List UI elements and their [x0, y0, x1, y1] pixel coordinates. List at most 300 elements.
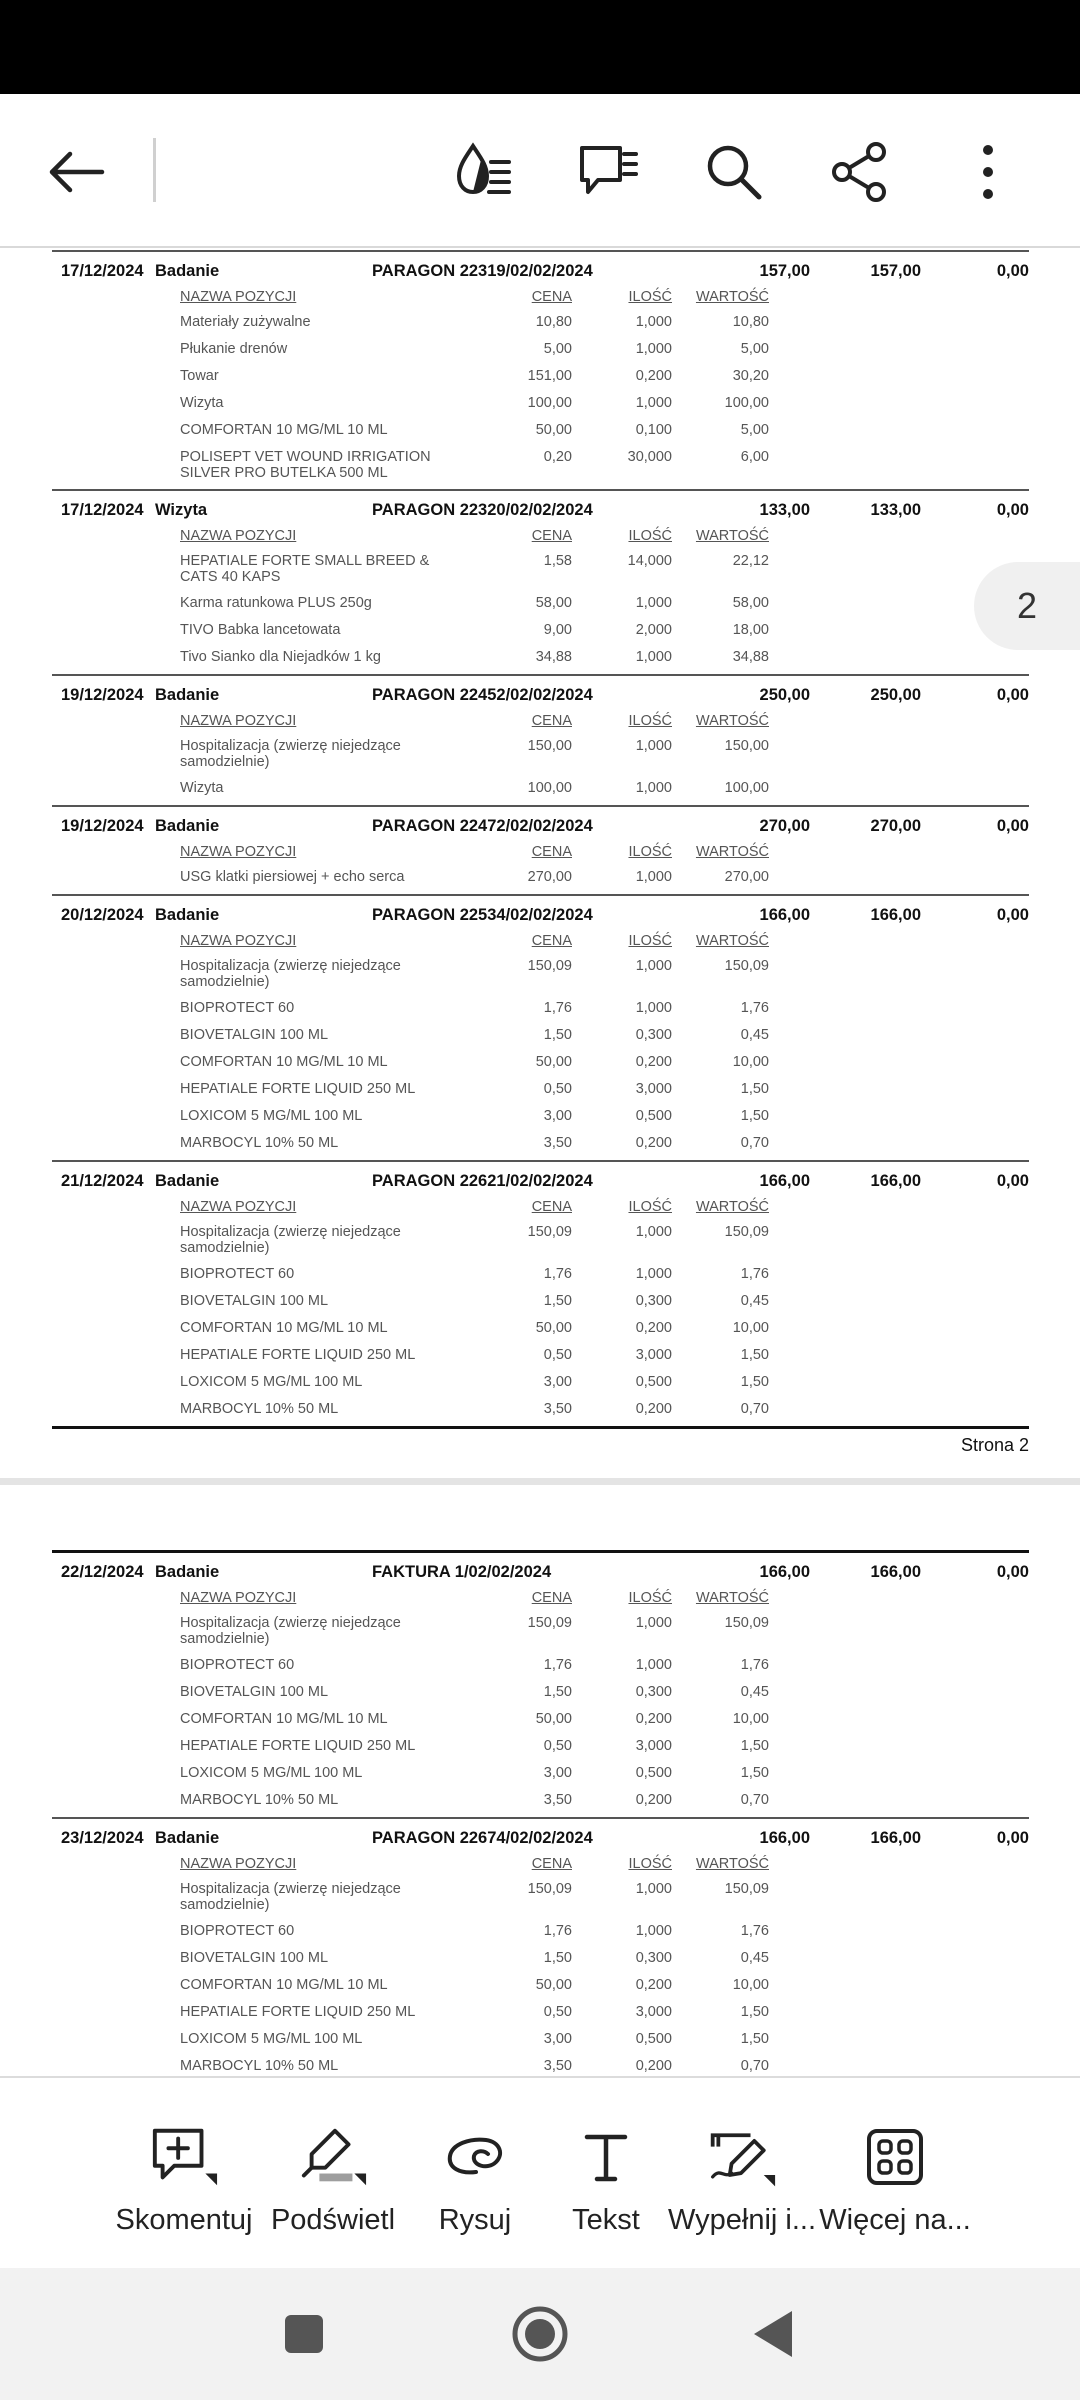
item-value: 0,45 — [740, 1293, 769, 1309]
item-name: MARBOCYL 10% 50 ML — [180, 2058, 339, 2074]
item-quantity: 1,000 — [635, 738, 672, 754]
item-price: 50,00 — [535, 1054, 572, 1070]
column-price-cell — [470, 1199, 572, 1215]
entry-header — [52, 1825, 1029, 1851]
recents-square-icon — [284, 2314, 324, 2354]
item-price: 100,00 — [527, 395, 572, 411]
column-value-cell — [672, 933, 769, 949]
entry-document: FAKTURA 1/02/02/2024 — [372, 1562, 552, 1581]
item-name: Hospitalizacja (zwierzę niejedzące samodzielnie) — [180, 958, 401, 990]
column-price: CENA — [531, 933, 572, 949]
entry-document: PARAGON 22472/02/02/2024 — [372, 816, 593, 835]
item-value: 1,76 — [740, 1657, 769, 1673]
column-name: NAZWA POZYCJI — [180, 933, 297, 949]
item-row — [52, 364, 1029, 391]
item-row — [52, 1707, 1029, 1734]
items-column-header — [52, 708, 1029, 734]
item-name: Hospitalizacja (zwierzę niejedzące samodzielnie) — [180, 1615, 401, 1647]
toolbar-divider — [153, 138, 156, 202]
item-row — [52, 1919, 1029, 1946]
item-name: BIOPROTECT 60 — [180, 1657, 295, 1673]
item-value: 1,76 — [740, 1266, 769, 1282]
entry-due: 0,00 — [996, 261, 1029, 280]
item-name: HEPATIALE FORTE LIQUID 250 ML — [180, 1081, 416, 1097]
pdf-page-2 — [52, 250, 1029, 1456]
item-value: 270,00 — [724, 869, 769, 885]
item-row — [52, 2054, 1029, 2076]
item-name: MARBOCYL 10% 50 ML — [180, 1792, 339, 1808]
page-footer-label: Strona 2 — [960, 1435, 1029, 1455]
item-row — [52, 1370, 1029, 1397]
item-value: 1,50 — [740, 1081, 769, 1097]
entry-amount: 166,00 — [759, 905, 810, 924]
column-value: WARTOŚĆ — [695, 1199, 769, 1215]
item-row — [52, 1611, 1029, 1653]
item-price: 0,50 — [543, 1081, 572, 1097]
column-price: CENA — [531, 1199, 572, 1215]
item-value: 5,00 — [740, 422, 769, 438]
column-value-cell — [672, 289, 769, 305]
home-circle-icon — [510, 2304, 570, 2364]
item-row — [52, 1220, 1029, 1262]
entry-paid: 166,00 — [870, 905, 921, 924]
item-price: 1,58 — [543, 553, 572, 569]
item-quantity: 0,500 — [635, 1765, 672, 1781]
item-quantity: 14,000 — [627, 553, 672, 569]
item-quantity: 1,000 — [635, 958, 672, 974]
item-quantity: 1,000 — [635, 780, 672, 796]
item-price: 0,20 — [543, 449, 572, 465]
column-name: NAZWA POZYCJI — [180, 1199, 297, 1215]
column-name: NAZWA POZYCJI — [180, 713, 297, 729]
item-price: 150,09 — [527, 1224, 572, 1240]
comments-button[interactable] — [570, 134, 646, 210]
item-price: 151,00 — [527, 368, 572, 384]
recents-button[interactable] — [272, 2302, 336, 2366]
column-value-cell — [672, 528, 769, 544]
item-row — [52, 776, 1029, 803]
item-price: 50,00 — [535, 1320, 572, 1336]
entry-date: 23/12/2024 — [61, 1828, 144, 1847]
item-row — [52, 1023, 1029, 1050]
column-price: CENA — [531, 844, 572, 860]
item-name: COMFORTAN 10 MG/ML 10 ML — [180, 1320, 388, 1336]
item-row — [52, 549, 1029, 591]
document-viewport[interactable] — [0, 250, 1080, 2076]
entry-document: PARAGON 22319/02/02/2024 — [372, 261, 593, 280]
more-tools-icon — [865, 2127, 925, 2187]
item-value: 34,88 — [732, 649, 769, 665]
item-quantity: 3,000 — [635, 1081, 672, 1097]
item-name: Materiały zużywalne — [180, 314, 311, 330]
item-value: 100,00 — [724, 780, 769, 796]
item-quantity: 0,200 — [635, 1320, 672, 1336]
item-price: 34,88 — [535, 649, 572, 665]
item-quantity: 0,200 — [635, 1401, 672, 1417]
item-row — [52, 591, 1029, 618]
item-row — [52, 1973, 1029, 2000]
item-name: COMFORTAN 10 MG/ML 10 ML — [180, 1711, 388, 1727]
item-name: Wizyta — [180, 780, 224, 796]
item-quantity: 1,000 — [635, 1000, 672, 1016]
item-price: 3,00 — [543, 1765, 572, 1781]
item-row — [52, 618, 1029, 645]
item-value: 0,70 — [740, 1401, 769, 1417]
home-button[interactable] — [508, 2302, 572, 2366]
statement-entry — [52, 805, 1029, 894]
item-value: 0,70 — [740, 1792, 769, 1808]
item-price: 1,50 — [543, 1684, 572, 1700]
item-quantity: 0,300 — [635, 1684, 672, 1700]
item-row — [52, 310, 1029, 337]
reading-mode-icon — [451, 140, 515, 204]
item-quantity: 0,500 — [635, 1374, 672, 1390]
column-quantity-cell — [572, 1199, 672, 1215]
item-name: TIVO Babka lancetowata — [180, 622, 341, 638]
entry-due: 0,00 — [996, 500, 1029, 519]
item-price: 3,50 — [543, 1792, 572, 1808]
item-value: 1,76 — [740, 1000, 769, 1016]
draw-icon — [442, 2132, 508, 2182]
item-name: COMFORTAN 10 MG/ML 10 ML — [180, 1977, 388, 1993]
entry-paid: 166,00 — [870, 1562, 921, 1581]
item-value: 10,00 — [732, 1977, 769, 1993]
column-value-cell — [672, 1199, 769, 1215]
entry-header — [52, 902, 1029, 928]
item-price: 9,00 — [543, 622, 572, 638]
reading-mode-button[interactable] — [445, 134, 521, 210]
entry-paid: 166,00 — [870, 1171, 921, 1190]
column-value: WARTOŚĆ — [695, 1590, 769, 1606]
column-value-cell — [672, 713, 769, 729]
item-name: BIOVETALGIN 100 ML — [180, 1027, 329, 1043]
item-name: BIOPROTECT 60 — [180, 1266, 295, 1282]
statement-entry — [52, 489, 1029, 674]
back-button[interactable] — [38, 134, 114, 210]
items-column-header — [52, 928, 1029, 954]
column-price-cell — [470, 528, 572, 544]
item-value: 1,50 — [740, 1374, 769, 1390]
item-price: 270,00 — [527, 869, 572, 885]
item-quantity: 0,500 — [635, 2031, 672, 2047]
column-price: CENA — [531, 528, 572, 544]
item-name: Tivo Sianko dla Niejadków 1 kg — [180, 649, 381, 665]
item-price: 150,09 — [527, 1615, 572, 1631]
draw-tool[interactable] — [420, 2078, 530, 2270]
entry-due: 0,00 — [996, 1828, 1029, 1847]
column-value: WARTOŚĆ — [695, 844, 769, 860]
item-price: 150,09 — [527, 1881, 572, 1897]
item-name: Karma ratunkowa PLUS 250g — [180, 595, 372, 611]
column-price-cell — [470, 1590, 572, 1606]
column-value-cell — [672, 1856, 769, 1872]
item-row — [52, 1343, 1029, 1370]
item-price: 1,50 — [543, 1950, 572, 1966]
item-value: 150,09 — [724, 1615, 769, 1631]
item-row — [52, 865, 1029, 892]
item-quantity: 1,000 — [635, 1615, 672, 1631]
item-row — [52, 1316, 1029, 1343]
bottom-toolbar — [0, 2076, 1080, 2268]
page-number-text: 2 — [1016, 585, 1038, 626]
item-price: 5,00 — [543, 341, 572, 357]
item-name: BIOPROTECT 60 — [180, 1923, 295, 1939]
entry-date: 20/12/2024 — [61, 905, 144, 924]
item-value: 0,45 — [740, 1950, 769, 1966]
item-price: 100,00 — [527, 780, 572, 796]
item-value: 22,12 — [732, 553, 769, 569]
item-row — [52, 1131, 1029, 1158]
statement-entry — [52, 250, 1029, 489]
column-price: CENA — [531, 289, 572, 305]
column-name-cell — [180, 1590, 470, 1606]
item-name: Płukanie drenów — [180, 341, 288, 357]
item-price: 3,50 — [543, 2058, 572, 2074]
column-name-cell — [180, 289, 470, 305]
item-value: 58,00 — [732, 595, 769, 611]
item-name: Wizyta — [180, 395, 224, 411]
more-button[interactable] — [950, 134, 1026, 210]
item-value: 0,70 — [740, 1135, 769, 1151]
column-quantity: ILOŚĆ — [628, 1590, 672, 1606]
item-value: 5,00 — [740, 341, 769, 357]
item-price: 3,50 — [543, 1401, 572, 1417]
column-price-cell — [470, 844, 572, 860]
column-quantity: ILOŚĆ — [628, 713, 672, 729]
item-name: USG klatki piersiowej + echo serca — [180, 869, 405, 885]
entry-type: Badanie — [155, 1171, 220, 1190]
item-row — [52, 2000, 1029, 2027]
entry-paid: 157,00 — [870, 261, 921, 280]
column-name-cell — [180, 1199, 470, 1215]
item-quantity: 1,000 — [635, 341, 672, 357]
item-quantity: 1,000 — [635, 869, 672, 885]
item-quantity: 0,100 — [635, 422, 672, 438]
item-quantity: 0,300 — [635, 1950, 672, 1966]
column-name-cell — [180, 1856, 470, 1872]
comment-tool[interactable] — [112, 2078, 256, 2270]
column-name: NAZWA POZYCJI — [180, 528, 297, 544]
column-price-cell — [470, 713, 572, 729]
item-value: 1,76 — [740, 1923, 769, 1939]
pdf-page-3 — [52, 1550, 1029, 2076]
item-value: 10,80 — [732, 314, 769, 330]
item-value: 0,45 — [740, 1684, 769, 1700]
column-name-cell — [180, 844, 470, 860]
column-quantity-cell — [572, 844, 672, 860]
entry-header — [52, 813, 1029, 839]
item-price: 1,76 — [543, 1000, 572, 1016]
item-name: Towar — [180, 368, 219, 384]
item-row — [52, 1877, 1029, 1919]
page-number-badge[interactable] — [974, 562, 1080, 650]
column-value: WARTOŚĆ — [695, 713, 769, 729]
entry-due: 0,00 — [996, 816, 1029, 835]
entry-type: Badanie — [155, 816, 220, 835]
entry-document: PARAGON 22674/02/02/2024 — [372, 1828, 593, 1847]
item-quantity: 0,300 — [635, 1293, 672, 1309]
search-icon — [703, 141, 765, 203]
item-quantity: 0,200 — [635, 368, 672, 384]
item-quantity: 1,000 — [635, 649, 672, 665]
top-toolbar — [0, 94, 1080, 248]
item-name: BIOVETALGIN 100 ML — [180, 1684, 329, 1700]
highlight-tool[interactable] — [268, 2078, 398, 2270]
back-nav-button[interactable] — [742, 2302, 806, 2366]
statement-entry — [52, 1817, 1029, 2076]
item-quantity: 0,200 — [635, 1977, 672, 1993]
entry-header — [52, 497, 1029, 523]
item-quantity: 1,000 — [635, 1923, 672, 1939]
share-button[interactable] — [822, 134, 898, 210]
entry-document: PARAGON 22320/02/02/2024 — [372, 500, 593, 519]
item-name: LOXICOM 5 MG/ML 100 ML — [180, 1108, 363, 1124]
entry-date: 22/12/2024 — [61, 1562, 144, 1581]
search-button[interactable] — [696, 134, 772, 210]
item-row — [52, 1680, 1029, 1707]
item-row — [52, 391, 1029, 418]
item-row — [52, 1653, 1029, 1680]
item-row — [52, 1104, 1029, 1131]
item-value: 100,00 — [724, 395, 769, 411]
item-quantity: 0,200 — [635, 2058, 672, 2074]
item-price: 0,50 — [543, 1738, 572, 1754]
item-name: HEPATIALE FORTE LIQUID 250 ML — [180, 1347, 416, 1363]
column-value-cell — [672, 844, 769, 860]
item-name: BIOVETALGIN 100 ML — [180, 1950, 329, 1966]
items-column-header — [52, 839, 1029, 865]
item-row — [52, 645, 1029, 672]
column-price: CENA — [531, 1590, 572, 1606]
entry-due: 0,00 — [996, 1171, 1029, 1190]
items-column-header — [52, 284, 1029, 310]
item-row — [52, 2027, 1029, 2054]
item-price: 58,00 — [535, 595, 572, 611]
more-vertical-icon — [978, 144, 998, 200]
item-quantity: 3,000 — [635, 1347, 672, 1363]
entry-date: 17/12/2024 — [61, 261, 144, 280]
item-row — [52, 954, 1029, 996]
column-price-cell — [470, 933, 572, 949]
column-quantity: ILOŚĆ — [628, 289, 672, 305]
entry-amount: 166,00 — [759, 1562, 810, 1581]
arrow-left-icon — [46, 150, 106, 194]
item-price: 1,50 — [543, 1027, 572, 1043]
item-value: 10,00 — [732, 1320, 769, 1336]
column-name: NAZWA POZYCJI — [180, 1856, 297, 1872]
entry-header — [52, 682, 1029, 708]
item-row — [52, 1734, 1029, 1761]
entry-amount: 133,00 — [759, 500, 810, 519]
column-name: NAZWA POZYCJI — [180, 1590, 297, 1606]
item-row — [52, 734, 1029, 776]
entry-header — [52, 1168, 1029, 1194]
comments-icon — [576, 140, 640, 204]
item-value: 0,45 — [740, 1027, 769, 1043]
item-price: 1,76 — [543, 1657, 572, 1673]
column-price: CENA — [531, 1856, 572, 1872]
item-row — [52, 337, 1029, 364]
item-price: 150,00 — [527, 738, 572, 754]
item-name: MARBOCYL 10% 50 ML — [180, 1401, 339, 1417]
text-icon — [581, 2129, 631, 2185]
item-quantity: 1,000 — [635, 314, 672, 330]
highlighter-icon — [298, 2124, 368, 2190]
entry-type: Badanie — [155, 685, 220, 704]
item-value: 1,50 — [740, 1738, 769, 1754]
item-value: 1,50 — [740, 2004, 769, 2020]
item-value: 1,50 — [740, 1108, 769, 1124]
item-value: 150,00 — [724, 738, 769, 754]
item-value: 10,00 — [732, 1711, 769, 1727]
item-value: 150,09 — [724, 1881, 769, 1897]
item-quantity: 3,000 — [635, 1738, 672, 1754]
item-value: 6,00 — [740, 449, 769, 465]
item-quantity: 1,000 — [635, 1224, 672, 1240]
tool-label: Więcej na... — [819, 2204, 971, 2236]
text-tool[interactable] — [556, 2078, 656, 2270]
item-name: COMFORTAN 10 MG/ML 10 ML — [180, 422, 388, 438]
entry-type: Badanie — [155, 1828, 220, 1847]
column-name-cell — [180, 713, 470, 729]
column-price-cell — [470, 1856, 572, 1872]
more-tools[interactable] — [820, 2078, 970, 2270]
statement-entry — [52, 674, 1029, 805]
item-row — [52, 445, 1029, 487]
entry-type: Badanie — [155, 1562, 220, 1581]
items-column-header — [52, 1585, 1029, 1611]
item-quantity: 1,000 — [635, 1881, 672, 1897]
items-column-header — [52, 1194, 1029, 1220]
item-row — [52, 1077, 1029, 1104]
entry-type: Wizyta — [155, 500, 208, 519]
tool-label: Rysuj — [438, 2204, 512, 2236]
item-name: LOXICOM 5 MG/ML 100 ML — [180, 2031, 363, 2047]
item-price: 0,50 — [543, 2004, 572, 2020]
column-value: WARTOŚĆ — [695, 1856, 769, 1872]
item-value: 150,09 — [724, 958, 769, 974]
item-quantity: 1,000 — [635, 395, 672, 411]
entry-type: Badanie — [155, 905, 220, 924]
column-quantity-cell — [572, 713, 672, 729]
statement-entry — [52, 1553, 1029, 1817]
fill-sign-tool[interactable] — [668, 2078, 817, 2270]
entry-amount: 250,00 — [759, 685, 810, 704]
entry-amount: 157,00 — [759, 261, 810, 280]
item-name: COMFORTAN 10 MG/ML 10 ML — [180, 1054, 388, 1070]
column-name: NAZWA POZYCJI — [180, 844, 297, 860]
entry-date: 19/12/2024 — [61, 816, 144, 835]
item-quantity: 0,500 — [635, 1108, 672, 1124]
item-quantity: 30,000 — [627, 449, 672, 465]
column-quantity: ILOŚĆ — [628, 1199, 672, 1215]
tool-label: Tekst — [572, 2204, 640, 2236]
item-name: BIOVETALGIN 100 ML — [180, 1293, 329, 1309]
item-value: 1,50 — [740, 1347, 769, 1363]
entry-amount: 270,00 — [759, 816, 810, 835]
item-row — [52, 996, 1029, 1023]
entry-amount: 166,00 — [759, 1171, 810, 1190]
item-price: 1,50 — [543, 1293, 572, 1309]
column-value: WARTOŚĆ — [695, 933, 769, 949]
column-name-cell — [180, 528, 470, 544]
item-name: HEPATIALE FORTE LIQUID 250 ML — [180, 1738, 416, 1754]
column-value: WARTOŚĆ — [695, 289, 769, 305]
page-separator — [0, 1478, 1080, 1485]
item-price: 3,00 — [543, 1374, 572, 1390]
item-value: 1,50 — [740, 2031, 769, 2047]
entry-date: 21/12/2024 — [61, 1171, 144, 1190]
